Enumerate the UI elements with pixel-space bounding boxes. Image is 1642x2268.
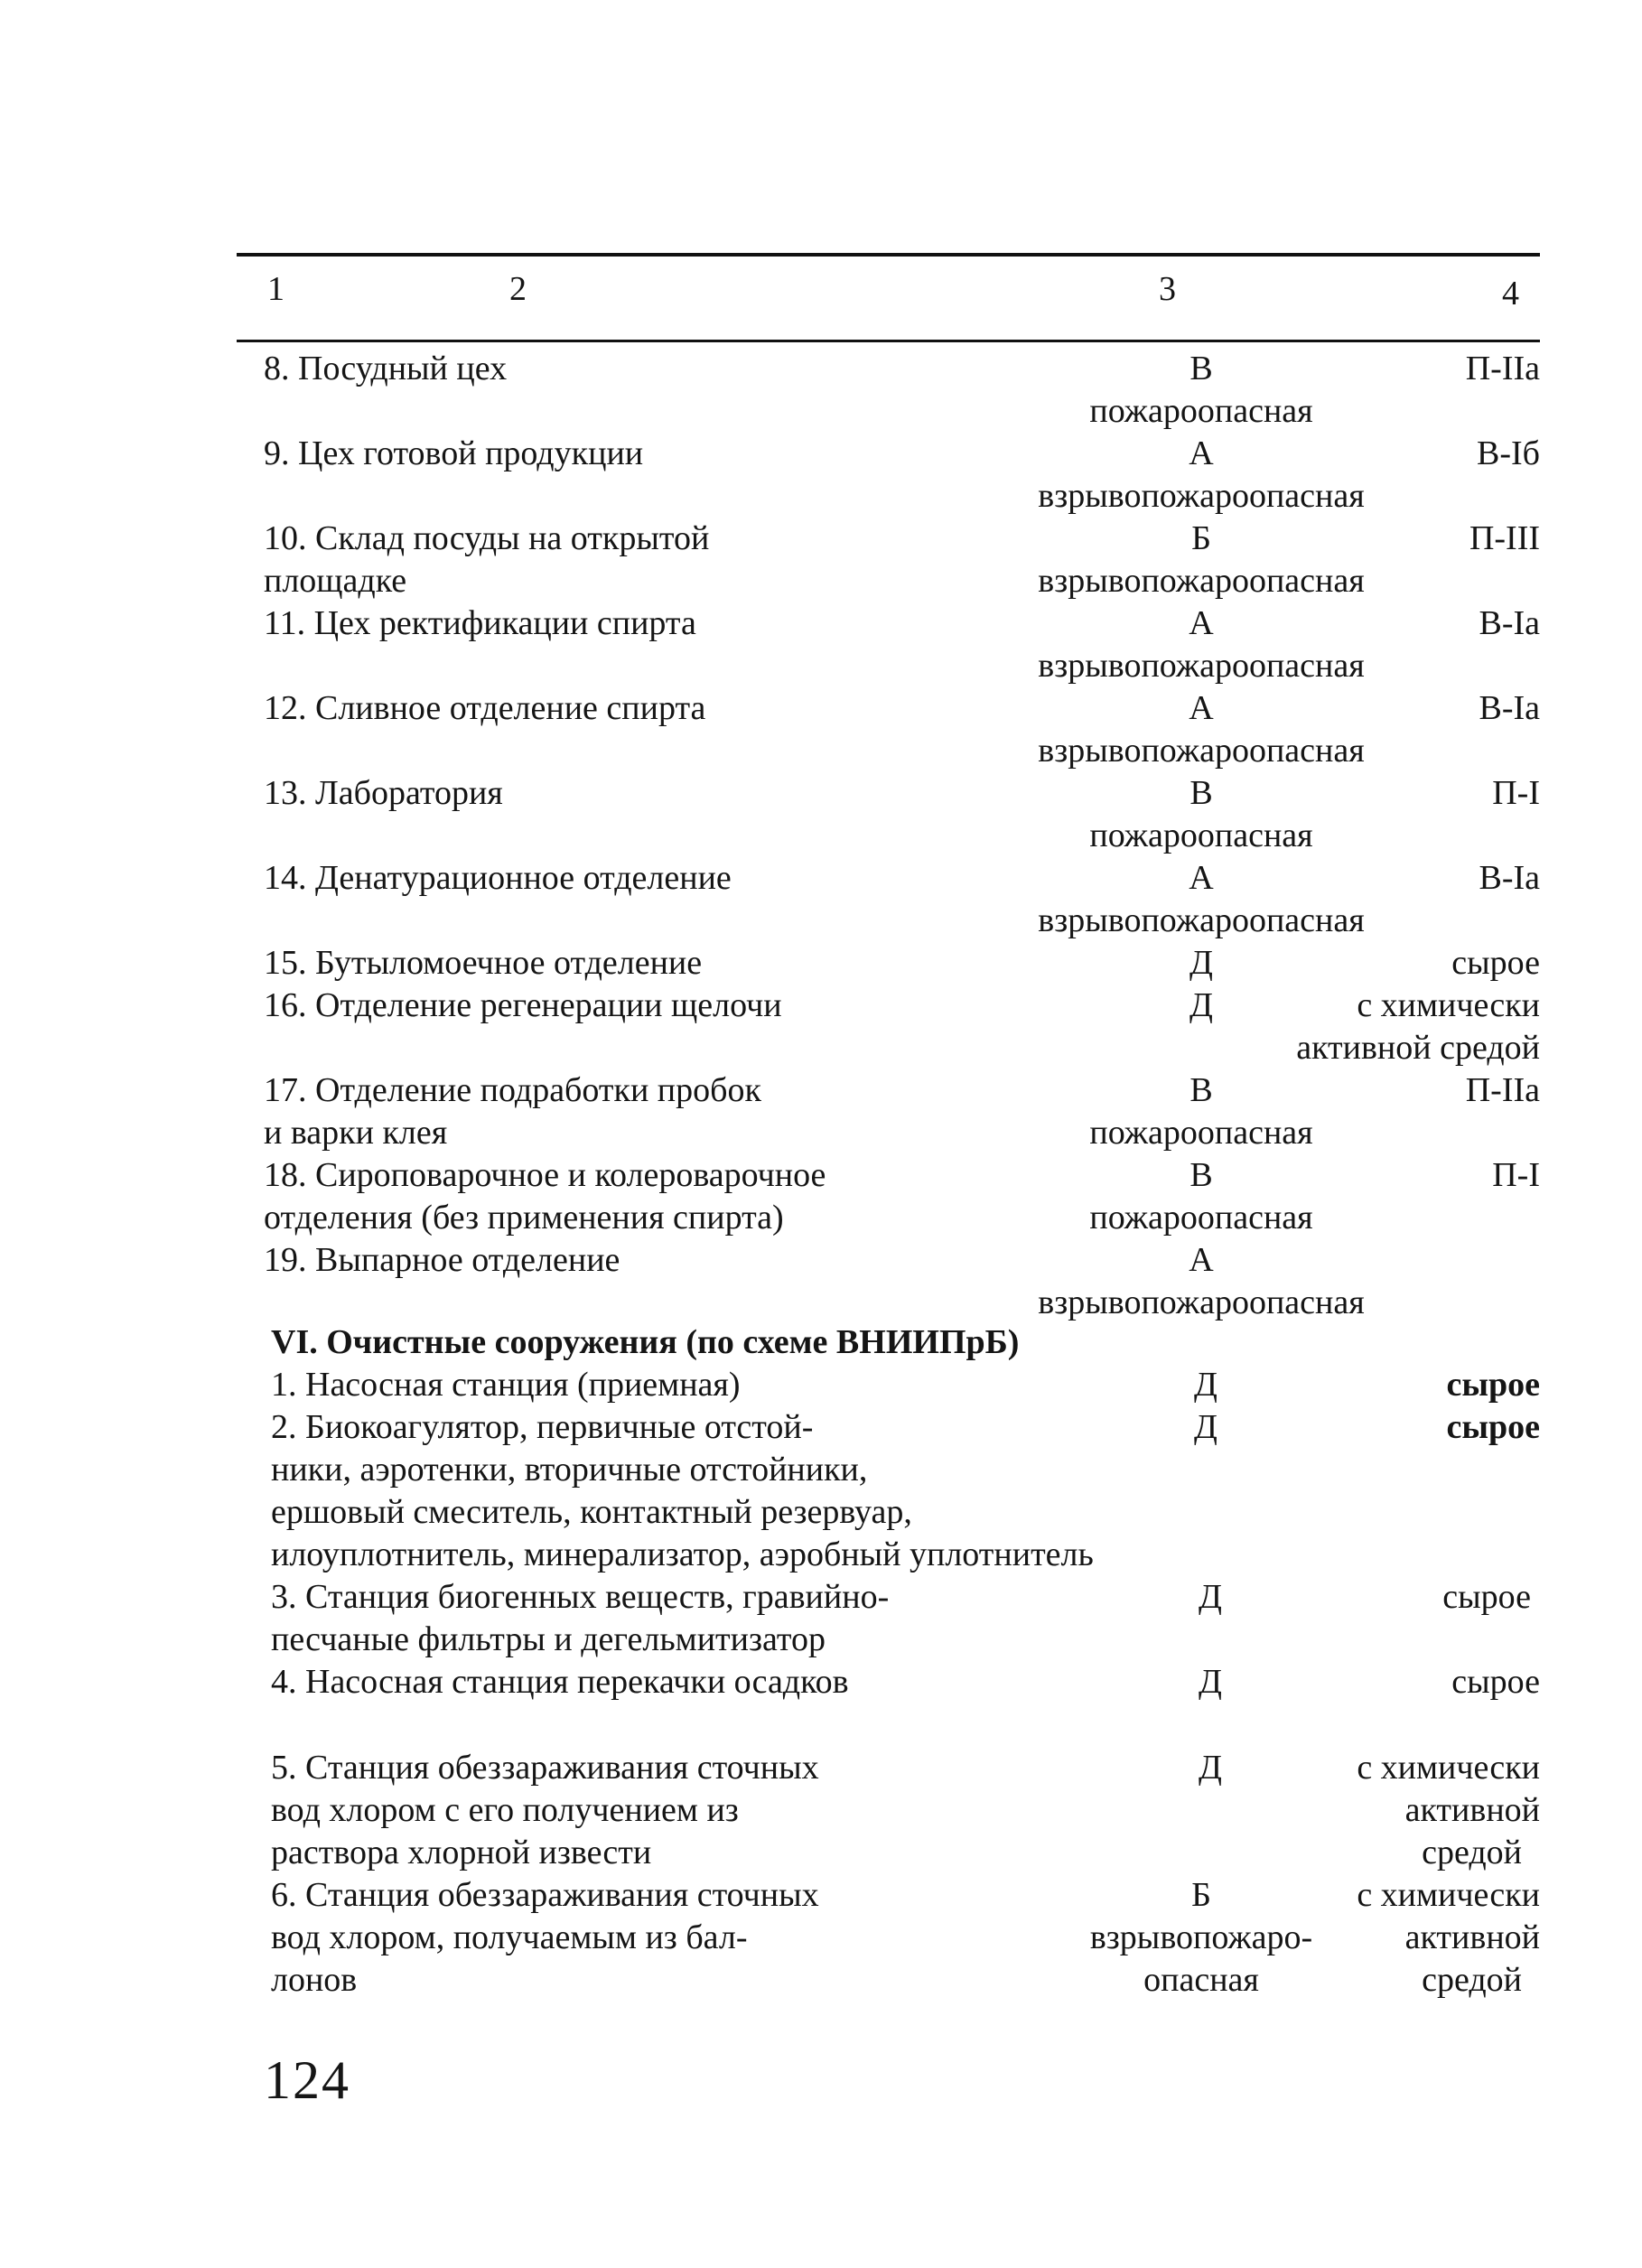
row-name: ершовый смеситель, контактный резервуар, bbox=[271, 1493, 912, 1531]
row-category: Д bbox=[1199, 1749, 1222, 1787]
section-title: VI. Очистные сооружения (по схеме ВНИИПрБ) bbox=[271, 1323, 1020, 1361]
header-col-3: 3 bbox=[1159, 270, 1176, 308]
row-category: Д bbox=[1194, 1366, 1218, 1404]
row-class: сырое bbox=[1451, 944, 1540, 982]
table-top-rule bbox=[237, 253, 1540, 257]
row-name: 1. Насосная станция (приемная) bbox=[271, 1366, 741, 1404]
row-class: активной bbox=[1404, 1791, 1540, 1829]
row-name: 14. Денатурационное отделение bbox=[264, 859, 732, 897]
row-name: песчаные фильтры и дегельмитизатор bbox=[271, 1620, 826, 1658]
row-category: взрывопожароопасная bbox=[1038, 901, 1365, 939]
row-class: В-Iб bbox=[1477, 434, 1540, 472]
row-name: 6. Станция обеззараживания сточных bbox=[271, 1876, 819, 1914]
row-category: Д bbox=[1194, 1408, 1218, 1446]
row-category: пожароопасная bbox=[1089, 1199, 1313, 1237]
row-name: 10. Склад посуды на открытой bbox=[264, 519, 710, 557]
row-category: В bbox=[1190, 1071, 1213, 1109]
row-name: вод хлором, получаемым из бал- bbox=[271, 1918, 748, 1956]
row-class: сырое bbox=[1442, 1578, 1531, 1616]
row-name: площадке bbox=[264, 562, 407, 600]
row-category: Б bbox=[1191, 1876, 1211, 1914]
row-category: В bbox=[1190, 1156, 1213, 1194]
row-category: В bbox=[1190, 774, 1213, 812]
row-category: Б bbox=[1191, 519, 1211, 557]
row-class: активной bbox=[1404, 1918, 1540, 1956]
row-category: Д bbox=[1190, 944, 1213, 982]
row-category: А bbox=[1189, 859, 1214, 897]
row-category: взрывопожароопасная bbox=[1038, 732, 1365, 770]
row-class: с химически bbox=[1357, 1876, 1540, 1914]
row-name: 2. Биокоагулятор, первичные отстой- bbox=[271, 1408, 814, 1446]
row-name: отделения (без применения спирта) bbox=[264, 1199, 784, 1237]
row-category: пожароопасная bbox=[1089, 392, 1313, 430]
row-category: взрывопожароопасная bbox=[1038, 647, 1365, 685]
row-name: 5. Станция обеззараживания сточных bbox=[271, 1749, 819, 1787]
row-name: раствора хлорной извести bbox=[271, 1834, 652, 1871]
row-name: лонов bbox=[271, 1961, 358, 1999]
row-category: Д bbox=[1190, 986, 1213, 1024]
row-class: П-III bbox=[1469, 519, 1540, 557]
row-category: В bbox=[1190, 350, 1213, 387]
row-class: с химически bbox=[1357, 986, 1540, 1024]
row-category: взрывопожароопасная bbox=[1038, 1283, 1365, 1321]
row-class: В-Iа bbox=[1479, 859, 1540, 897]
row-category: А bbox=[1189, 689, 1214, 727]
row-name: 9. Цех готовой продукции bbox=[264, 434, 644, 472]
row-class: В-Iа bbox=[1479, 604, 1540, 642]
row-category: взрывопожаро- bbox=[1089, 1918, 1313, 1956]
row-name: 13. Лаборатория bbox=[264, 774, 503, 812]
row-category: Д bbox=[1199, 1578, 1222, 1616]
header-col-4: 4 bbox=[1502, 275, 1519, 313]
table-header-rule bbox=[237, 340, 1540, 342]
row-name: и варки клея bbox=[264, 1114, 448, 1152]
row-category: А bbox=[1189, 1241, 1214, 1279]
row-category: взрывопожароопасная bbox=[1038, 562, 1365, 600]
row-class: активной средой bbox=[1296, 1029, 1540, 1067]
row-class: П-IIа bbox=[1465, 1071, 1540, 1109]
row-name: вод хлором с его получением из bbox=[271, 1791, 739, 1829]
row-class: средой bbox=[1422, 1961, 1522, 1999]
row-class: с химически bbox=[1357, 1749, 1540, 1787]
row-category: опасная bbox=[1143, 1961, 1259, 1999]
row-class: сырое bbox=[1451, 1663, 1540, 1701]
row-category: пожароопасная bbox=[1089, 817, 1313, 854]
row-name: 8. Посудный цех bbox=[264, 350, 508, 387]
row-class: П-I bbox=[1492, 1156, 1540, 1194]
row-name: 11. Цех ректификации спирта bbox=[264, 604, 696, 642]
row-class: В-Iа bbox=[1479, 689, 1540, 727]
row-name: 3. Станция биогенных веществ, гравийно- bbox=[271, 1578, 890, 1616]
row-name: 4. Насосная станция перекачки осадков bbox=[271, 1663, 849, 1701]
row-name: 15. Бутыломоечное отделение bbox=[264, 944, 703, 982]
row-category: А bbox=[1189, 604, 1214, 642]
row-class: средой bbox=[1422, 1834, 1522, 1871]
row-category: Д bbox=[1199, 1663, 1222, 1701]
row-name: 17. Отделение подработки пробок bbox=[264, 1071, 761, 1109]
row-category: пожароопасная bbox=[1089, 1114, 1313, 1152]
row-category: взрывопожароопасная bbox=[1038, 477, 1365, 515]
header-col-2: 2 bbox=[509, 270, 527, 308]
row-name: 18. Сироповарочное и колероварочное bbox=[264, 1156, 826, 1194]
header-col-1: 1 bbox=[267, 270, 285, 308]
row-name: 19. Выпарное отделение bbox=[264, 1241, 620, 1279]
row-name: илоуплотнитель, минерализатор, аэробный уплотнитель bbox=[271, 1535, 1094, 1573]
row-class: П-I bbox=[1492, 774, 1540, 812]
row-name: 16. Отделение регенерации щелочи bbox=[264, 986, 782, 1024]
row-category: А bbox=[1189, 434, 1214, 472]
row-name: ники, аэротенки, вторичные отстойники, bbox=[271, 1451, 868, 1489]
row-class: сырое bbox=[1446, 1408, 1540, 1446]
row-class: сырое bbox=[1446, 1366, 1540, 1404]
row-class: П-IIа bbox=[1465, 350, 1540, 387]
row-name: 12. Сливное отделение спирта bbox=[264, 689, 706, 727]
page-number: 124 bbox=[264, 2050, 350, 2110]
